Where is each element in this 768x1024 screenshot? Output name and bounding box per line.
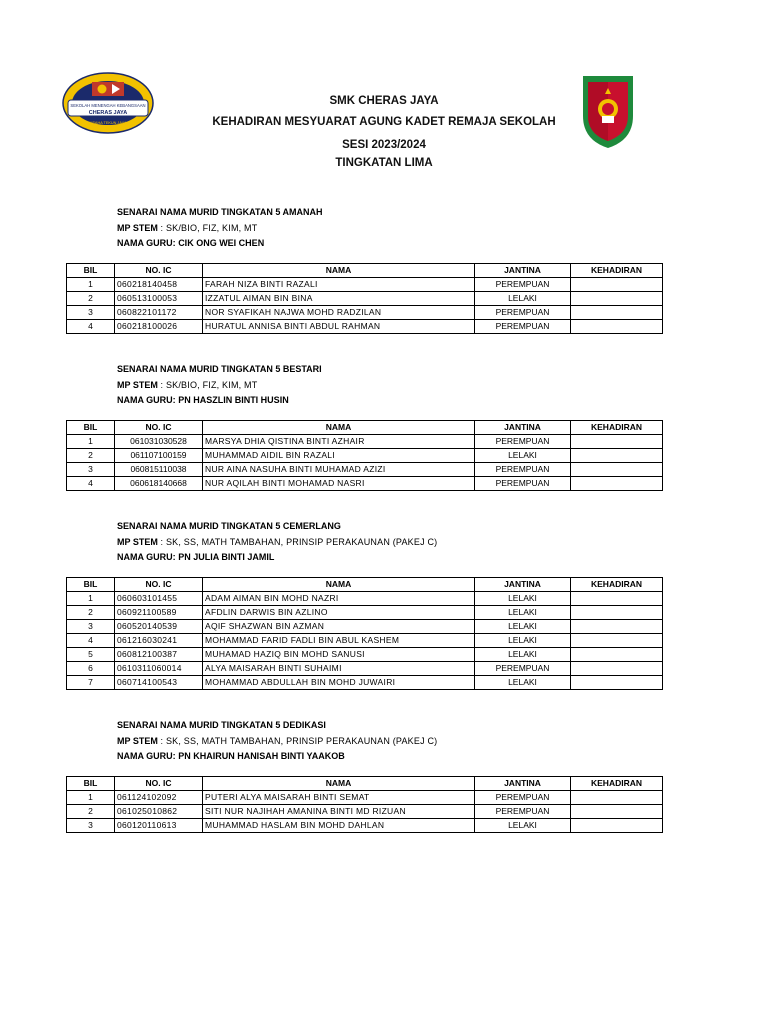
cell-bil: 1	[67, 790, 115, 804]
mp-subjects: SK/BIO, FIZ, KIM, MT	[165, 222, 258, 233]
cell-jantina: LELAKI	[475, 633, 571, 647]
mp-label: MP STEM	[117, 735, 158, 746]
teacher-name: PN HASZLIN BINTI HUSIN	[178, 395, 289, 405]
cell-bil: 3	[67, 305, 115, 319]
section-info: SENARAI NAMA MURID TINGKATAN 5 DEDIKASI MP STEM : SK, SS, MATH TAMBAHAN, PRINSIP PERAKAUNAN (PAKEJ C) NAMA GURU: PN KHAIRUN HANISAH BINTI YAAKOB	[66, 718, 662, 765]
crest-text-top: SEKOLAH MENENGAH KEBANGSAAN	[70, 103, 146, 108]
cell-nama: NUR AINA NASUHA BINTI MUHAMAD AZIZI	[203, 462, 475, 476]
cell-ic: 060822101172	[115, 305, 203, 319]
school-name: SMK CHERAS JAYA	[329, 95, 439, 107]
cell-nama: MUHAMMAD HASLAM BIN MOHD DAHLAN	[203, 818, 475, 832]
section-heading: SENARAI NAMA MURID TINGKATAN 5 BESTARI	[117, 364, 322, 374]
cell-jantina: PEREMPUAN	[475, 434, 571, 448]
mp-subjects: SK, SS, MATH TAMBAHAN, PRINSIP PERAKAUNAN (PAKEJ C)	[165, 735, 438, 746]
cell-kehadiran[interactable]	[571, 305, 663, 319]
cell-jantina: PEREMPUAN	[475, 277, 571, 291]
table-header-row	[67, 577, 663, 591]
cell-kehadiran[interactable]	[571, 605, 663, 619]
cell-bil: 7	[67, 675, 115, 689]
cell-jantina: LELAKI	[475, 605, 571, 619]
col-nama: NAMA	[203, 776, 475, 790]
cell-jantina: PEREMPUAN	[475, 804, 571, 818]
teacher-label: NAMA GURU:	[117, 552, 176, 562]
cell-nama: NOR SYAFIKAH NAJWA MOHD RADZILAN	[203, 305, 475, 319]
col-nama: NAMA	[203, 420, 475, 434]
col-ic: NO. IC	[115, 577, 203, 591]
table-row	[67, 790, 663, 804]
cell-ic: 060618140668	[115, 476, 203, 490]
section-info: SENARAI NAMA MURID TINGKATAN 5 BESTARI MP STEM : SK/BIO, FIZ, KIM, MT NAMA GURU: PN HASZLIN BINTI HUSIN	[66, 362, 662, 409]
col-jantina: JANTINA	[475, 577, 571, 591]
cell-ic: 061216030241	[115, 633, 203, 647]
table-row	[67, 675, 663, 689]
document-header	[0, 0, 768, 190]
table-row	[67, 818, 663, 832]
table-header-row	[67, 263, 663, 277]
cell-ic: 060812100387	[115, 647, 203, 661]
cell-jantina: PEREMPUAN	[475, 462, 571, 476]
section-info: SENARAI NAMA MURID TINGKATAN 5 AMANAH MP STEM : SK/BIO, FIZ, KIM, MT NAMA GURU: CIK ONG WEI CHEN	[66, 205, 662, 252]
cell-nama: ADAM AIMAN BIN MOHD NAZRI	[203, 591, 475, 605]
cell-nama: MUHAMAD HAZIQ BIN MOHD SANUSI	[203, 647, 475, 661]
cell-jantina: PEREMPUAN	[475, 319, 571, 333]
cell-kehadiran[interactable]	[571, 448, 663, 462]
crest-text-mid: CHERAS JAYA	[88, 110, 128, 116]
cell-jantina: PEREMPUAN	[475, 305, 571, 319]
cell-ic: 060603101455	[115, 591, 203, 605]
cell-bil: 2	[67, 291, 115, 305]
cell-bil: 1	[67, 277, 115, 291]
cell-ic: 061124102092	[115, 790, 203, 804]
cell-bil: 2	[67, 605, 115, 619]
cell-kehadiran[interactable]	[571, 319, 663, 333]
form-label: TINGKATAN LIMA	[335, 157, 433, 169]
cell-jantina: PEREMPUAN	[475, 661, 571, 675]
cell-kehadiran[interactable]	[571, 476, 663, 490]
cell-nama: MUHAMMAD AIDIL BIN RAZALI	[203, 448, 475, 462]
crest-motto: USAHA TEKUN JAYA	[89, 121, 127, 125]
class-section-cemerlang	[66, 519, 662, 690]
teacher-name: PN KHAIRUN HANISAH BINTI YAAKOB	[178, 751, 345, 761]
document-title: KEHADIRAN MESYUARAT AGUNG KADET REMAJA SEKOLAH	[212, 116, 556, 128]
table-row	[67, 291, 663, 305]
table-row	[67, 476, 663, 490]
cell-kehadiran[interactable]	[571, 675, 663, 689]
teacher-name: PN JULIA BINTI JAMIL	[178, 552, 275, 562]
table-row	[67, 462, 663, 476]
cell-bil: 4	[67, 319, 115, 333]
cell-jantina: LELAKI	[475, 818, 571, 832]
col-jantina: JANTINA	[475, 776, 571, 790]
table-row	[67, 633, 663, 647]
cell-ic: 060513100053	[115, 291, 203, 305]
cell-ic: 060921100589	[115, 605, 203, 619]
cell-nama: PUTERI ALYA MAISARAH BINTI SEMAT	[203, 790, 475, 804]
table-header-row	[67, 420, 663, 434]
cell-kehadiran[interactable]	[571, 462, 663, 476]
cell-ic: 060815110038	[115, 462, 203, 476]
cell-nama: MOHAMMAD FARID FADLI BIN ABUL KASHEM	[203, 633, 475, 647]
cell-bil: 3	[67, 619, 115, 633]
col-jantina: JANTINA	[475, 420, 571, 434]
table-row	[67, 605, 663, 619]
table-row	[67, 434, 663, 448]
col-bil: BIL	[67, 776, 115, 790]
mp-label: MP STEM	[117, 536, 158, 547]
table-header-row	[67, 776, 663, 790]
table-row	[67, 591, 663, 605]
cell-nama: HURATUL ANNISA BINTI ABDUL RAHMAN	[203, 319, 475, 333]
cell-jantina: LELAKI	[475, 591, 571, 605]
table-row	[67, 277, 663, 291]
cell-jantina: PEREMPUAN	[475, 476, 571, 490]
cell-kehadiran[interactable]	[571, 818, 663, 832]
cell-bil: 6	[67, 661, 115, 675]
teacher-label: NAMA GURU:	[117, 751, 176, 761]
col-bil: BIL	[67, 263, 115, 277]
cell-nama: IZZATUL AIMAN BIN BINA	[203, 291, 475, 305]
cell-ic: 060714100543	[115, 675, 203, 689]
cell-kehadiran[interactable]	[571, 661, 663, 675]
teacher-label: NAMA GURU:	[117, 395, 176, 405]
cell-ic: 060520140539	[115, 619, 203, 633]
cell-bil: 3	[67, 462, 115, 476]
class-section-bestari	[66, 362, 662, 491]
col-jantina: JANTINA	[475, 263, 571, 277]
cell-ic: 061107100159	[115, 448, 203, 462]
table-row	[67, 319, 663, 333]
cell-nama: AQIF SHAZWAN BIN AZMAN	[203, 619, 475, 633]
col-kehadiran: KEHADIRAN	[571, 263, 663, 277]
cell-nama: MOHAMMAD ABDULLAH BIN MOHD JUWAIRI	[203, 675, 475, 689]
cell-bil: 4	[67, 476, 115, 490]
section-heading: SENARAI NAMA MURID TINGKATAN 5 DEDIKASI	[117, 720, 326, 730]
cell-nama: FARAH NIZA BINTI RAZALI	[203, 277, 475, 291]
col-bil: BIL	[67, 420, 115, 434]
cell-bil: 1	[67, 591, 115, 605]
cell-ic: 061025010862	[115, 804, 203, 818]
col-kehadiran: KEHADIRAN	[571, 577, 663, 591]
section-heading: SENARAI NAMA MURID TINGKATAN 5 CEMERLANG	[117, 521, 341, 531]
class-section-amanah	[66, 205, 662, 334]
cell-kehadiran[interactable]	[571, 647, 663, 661]
cell-nama: NUR AQILAH BINTI MOHAMAD NASRI	[203, 476, 475, 490]
col-ic: NO. IC	[115, 263, 203, 277]
cell-jantina: PEREMPUAN	[475, 790, 571, 804]
attendance-table	[66, 263, 663, 334]
cell-ic: 061031030528	[115, 434, 203, 448]
cell-jantina: LELAKI	[475, 619, 571, 633]
cell-kehadiran[interactable]	[571, 790, 663, 804]
col-bil: BIL	[67, 577, 115, 591]
col-ic: NO. IC	[115, 420, 203, 434]
cell-kehadiran[interactable]	[571, 291, 663, 305]
cell-nama: AFDLIN DARWIS BIN AZLINO	[203, 605, 475, 619]
table-row	[67, 647, 663, 661]
attendance-table	[66, 577, 663, 690]
col-nama: NAMA	[203, 263, 475, 277]
cell-ic: 0610311060014	[115, 661, 203, 675]
table-row	[67, 804, 663, 818]
cell-kehadiran[interactable]	[571, 591, 663, 605]
mp-label: MP STEM	[117, 222, 158, 233]
table-row	[67, 661, 663, 675]
cell-kehadiran[interactable]	[571, 619, 663, 633]
section-heading: SENARAI NAMA MURID TINGKATAN 5 AMANAH	[117, 207, 323, 217]
cell-bil: 4	[67, 633, 115, 647]
mp-subjects: SK/BIO, FIZ, KIM, MT	[165, 379, 258, 390]
cell-jantina: LELAKI	[475, 448, 571, 462]
cell-kehadiran[interactable]	[571, 434, 663, 448]
cell-bil: 3	[67, 818, 115, 832]
cell-ic: 060218140458	[115, 277, 203, 291]
col-ic: NO. IC	[115, 776, 203, 790]
cell-bil: 1	[67, 434, 115, 448]
cell-ic: 060218100026	[115, 319, 203, 333]
cell-nama: SITI NUR NAJIHAH AMANINA BINTI MD RIZUAN	[203, 804, 475, 818]
attendance-table	[66, 420, 663, 491]
cell-kehadiran[interactable]	[571, 277, 663, 291]
col-kehadiran: KEHADIRAN	[571, 420, 663, 434]
attendance-table	[66, 776, 663, 833]
cell-nama: MARSYA DHIA QISTINA BINTI AZHAIR	[203, 434, 475, 448]
table-row	[67, 305, 663, 319]
cell-kehadiran[interactable]	[571, 633, 663, 647]
mp-subjects: SK, SS, MATH TAMBAHAN, PRINSIP PERAKAUNAN (PAKEJ C)	[165, 536, 438, 547]
cell-nama: ALYA MAISARAH BINTI SUHAIMI	[203, 661, 475, 675]
cell-kehadiran[interactable]	[571, 804, 663, 818]
cell-jantina: LELAKI	[475, 291, 571, 305]
teacher-name: CIK ONG WEI CHEN	[178, 238, 265, 248]
table-row	[67, 619, 663, 633]
session-label: SESI 2023/2024	[342, 139, 426, 151]
section-info: SENARAI NAMA MURID TINGKATAN 5 CEMERLANG MP STEM : SK, SS, MATH TAMBAHAN, PRINSIP PERAKAUNAN (PAKEJ C) NAMA GURU: PN JULIA BINTI JAMIL	[66, 519, 662, 566]
cell-jantina: LELAKI	[475, 647, 571, 661]
col-kehadiran: KEHADIRAN	[571, 776, 663, 790]
teacher-label: NAMA GURU:	[117, 238, 176, 248]
cell-bil: 2	[67, 804, 115, 818]
cell-bil: 2	[67, 448, 115, 462]
cell-jantina: LELAKI	[475, 675, 571, 689]
cell-ic: 060120110613	[115, 818, 203, 832]
class-section-dedikasi	[66, 718, 662, 833]
mp-label: MP STEM	[117, 379, 158, 390]
col-nama: NAMA	[203, 577, 475, 591]
table-row	[67, 448, 663, 462]
cell-bil: 5	[67, 647, 115, 661]
